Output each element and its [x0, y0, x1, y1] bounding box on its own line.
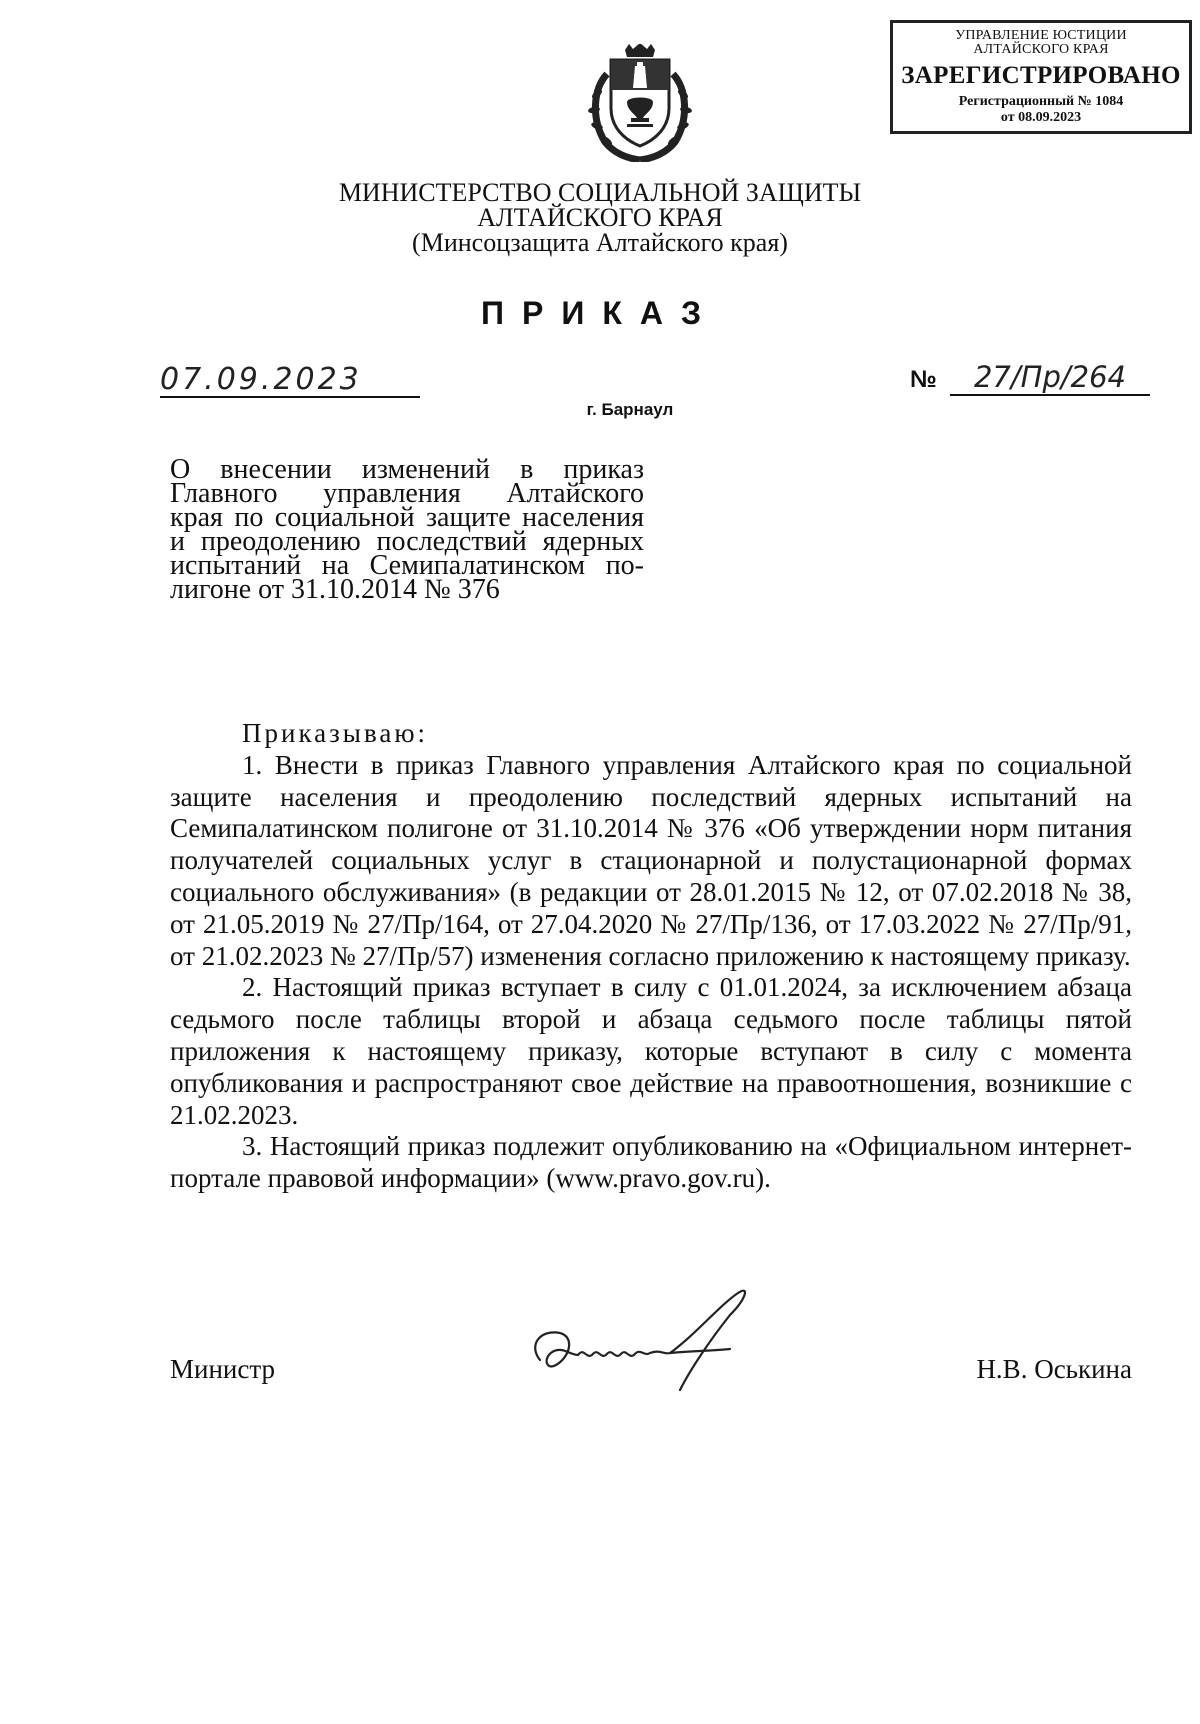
subject-line: и преодолению последствий ядерных — [170, 526, 644, 557]
stamp-org: УПРАВЛЕНИЕ ЮСТИЦИИ АЛТАЙСКОГО КРАЯ — [955, 28, 1127, 57]
order-number: 27/Пр/264 — [950, 360, 1150, 396]
subject-line: Главного управления Алтайского — [170, 478, 644, 509]
stamp-reg-label: Регистрационный № — [958, 94, 1092, 109]
stamp-date: 08.09.2023 — [1018, 110, 1082, 125]
number-sign: № — [910, 366, 937, 393]
subject-line: края по социальной защите населения — [170, 502, 644, 533]
order-number-field — [910, 360, 1150, 400]
order-subject — [170, 454, 644, 605]
ministry-header — [300, 180, 900, 255]
altai-krai-coat-of-arms-icon — [585, 44, 695, 162]
handwritten-signature-icon — [520, 1285, 820, 1415]
ministry-name-line1: МИНИСТЕРСТВО СОЦИАЛЬНОЙ ЗАЩИТЫ — [338, 178, 862, 207]
order-body — [170, 718, 1132, 1195]
document-type-title: ПРИКАЗ — [480, 295, 720, 331]
subject-line: испытаний на Семипалатинском по- — [170, 550, 644, 581]
signatory-name: Н.В. Оськина — [976, 1354, 1132, 1384]
city: г. Барнаул — [586, 400, 674, 419]
order-directive: Приказываю: — [242, 718, 428, 748]
stamp-date-row — [893, 111, 1189, 125]
paragraph-1: 1. Внести в приказ Главного управления Алтайского края по социальной защите населения и преодолению последствий ядерных испытаний на Семипалатинском полигоне от 31.10.2014 № 376 «Об утверждении норм питания получателей социальных услуг в стационарной и полустационарной формах социального обслуживания» (в редакции от 28.01.2015 № 12, от 07.02.2018 № 38, от 21.05.2019 № 27/Пр/164, от 27.04.2020 № 27/Пр/136, от 17.03.2022 № 27/Пр/91, от 21.02.2023 № 27/Пр/57) изменения согласно приложению к настоящему приказу. — [170, 749, 1132, 971]
signatory-position: Министр — [170, 1354, 275, 1384]
subject-line: лигоне от 31.10.2014 № 376 — [170, 574, 500, 605]
registration-stamp — [890, 20, 1192, 134]
stamp-reg-row — [893, 95, 1189, 109]
paragraph-2: 2. Настоящий приказ вступает в силу с 01.01.2024, за исключением абзаца седьмого после таблицы второй и абзаца седьмого после таблицы пятой приложения к настоящему приказу, которые вступают в силу с момента опубликования и распространяют свое действие на правоотношения, возникшие с 21.02.2023. — [170, 972, 1132, 1130]
stamp-date-label: от — [1000, 110, 1015, 125]
stamp-reg-number: 1084 — [1095, 94, 1124, 109]
stamp-status: ЗАРЕГИСТРИРОВАНО — [901, 62, 1181, 89]
ministry-short-name: (Минсоцзащита Алтайского края) — [412, 228, 788, 257]
paragraph-3: 3. Настоящий приказ подлежит опубликованию на «Официальном интернет-портале правовой информации» (www.pravo.gov.ru). — [170, 1131, 1132, 1194]
ministry-name-line2: АЛТАЙСКОГО КРАЯ — [477, 203, 723, 232]
order-date: 07.09.2023 — [160, 362, 420, 398]
subject-line: О внесении изменений в приказ — [170, 454, 644, 485]
